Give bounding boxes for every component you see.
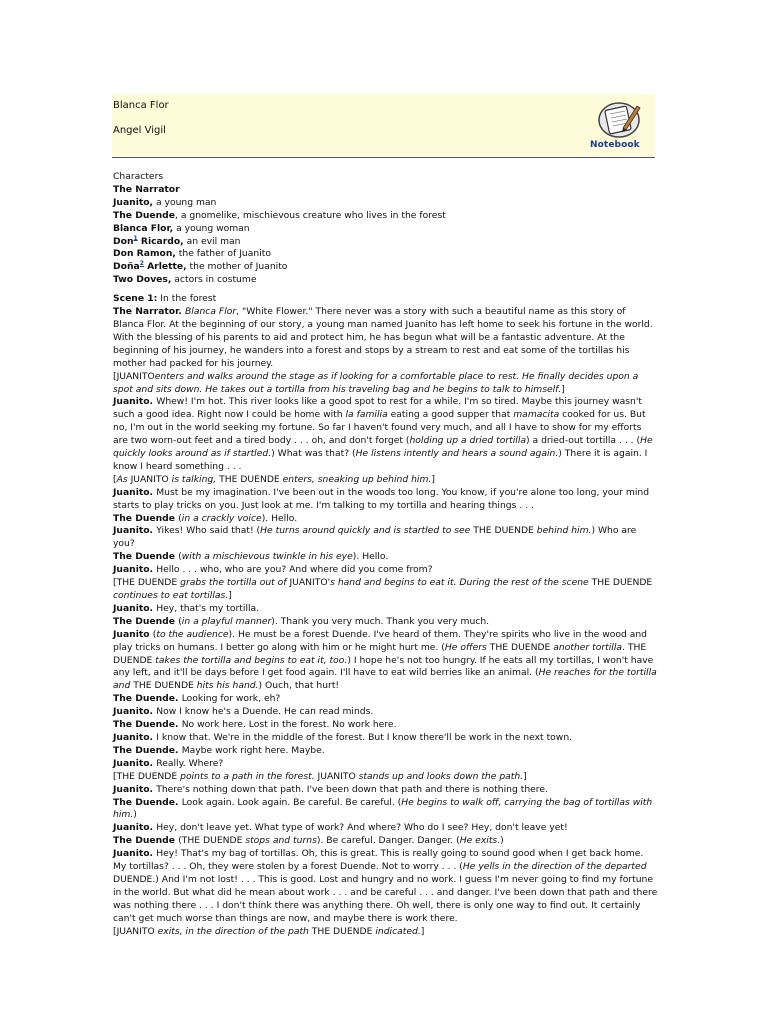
character-list	[113, 184, 659, 287]
script-paragraph	[113, 306, 659, 371]
speaker-name: Juanito.	[113, 486, 157, 498]
dialogue-text: [JUANITO	[113, 925, 158, 937]
dialogue-text: THE DUENDE	[588, 577, 653, 589]
footnote-link[interactable]: 1	[133, 234, 138, 242]
stage-direction: He reaches for the tortilla and	[113, 667, 657, 692]
script-paragraph	[113, 513, 659, 526]
dialogue-text: ) What was that? (	[271, 448, 356, 460]
stage-direction: another tortilla	[553, 641, 623, 653]
script-paragraph	[113, 487, 659, 513]
scene-place: In the forest	[157, 293, 217, 305]
speaker-name: The Duende	[113, 551, 179, 563]
dialogue-text: ). Hello.	[261, 512, 298, 524]
characters-heading: Characters	[113, 171, 164, 182]
dialogue-text: ) Ouch, that hurt!	[258, 680, 340, 692]
speaker-name: Juanito.	[113, 731, 157, 743]
dialogue-text: ]	[431, 473, 435, 485]
character-entry	[113, 274, 659, 287]
notebook-icon[interactable]	[595, 98, 643, 140]
dialogue-text: ). Thank you very much. Thank you very much.	[271, 615, 490, 627]
stage-direction: He offers	[444, 641, 487, 653]
script-paragraph	[113, 474, 659, 487]
stage-direction: with a mischievous twinkle in his eye	[181, 551, 353, 563]
character-entry	[113, 261, 659, 274]
dialogue-text: Hello . . . who, who are you? And where did you come from?	[156, 564, 433, 576]
dialogue-text: Hey, that's my tortilla.	[156, 602, 260, 614]
speaker-name: The Duende.	[113, 796, 182, 808]
script-paragraph	[113, 719, 659, 732]
character-description: a young man	[153, 196, 217, 208]
dialogue-text: Yikes! Who said that! (	[156, 525, 261, 537]
dialogue-text: ]	[561, 383, 565, 395]
speaker-name: Juanito	[113, 628, 153, 640]
stage-direction: grabs the tortilla out of	[180, 577, 287, 589]
character-entry	[113, 223, 659, 236]
speaker-name: The Duende.	[113, 693, 182, 705]
speaker-name: Juanito.	[113, 525, 157, 537]
character-name: Juanito,	[113, 196, 154, 208]
dialogue-text: JUANITO	[314, 770, 359, 782]
speaker-name: The Duende	[113, 615, 179, 627]
character-entry	[113, 248, 659, 261]
script-paragraph	[113, 835, 659, 848]
script-paragraph	[113, 758, 659, 771]
character-entry	[113, 197, 659, 210]
dialogue-text: eating a good supper that	[387, 409, 514, 421]
stage-direction: He listens intently and hears a sound again.	[355, 448, 559, 460]
dialogue-text: Must be my imagination. I've been out in the woods too long. You know, if you're alone too long, your mind starts to play tricks on you. Just look at me. I'm talking to my tortilla and hearing things . . .	[113, 486, 650, 511]
stage-direction: to the audience	[156, 628, 229, 640]
dialogue-text: , "White Flower." There never was a story with such a beautiful name as this story of Blanca Flor. At the beginning of our story, a young man named Juanito has left home to seek his fortune in the world. With the blessing of his parents to aid and protect him, he has begun what will be a fantastic adventure. At the beginning of his journey, he wanders into a forest and stops by a stream to rest and eat some of the tortillas his mother had packed for his journey.	[113, 306, 653, 369]
dialogue-text: ). Hello.	[352, 551, 389, 563]
script-paragraph	[113, 371, 659, 397]
character-name: Two Doves,	[113, 274, 172, 286]
stage-direction: exits, in the direction of the path	[157, 925, 309, 937]
speaker-name: The Duende.	[113, 744, 182, 756]
speaker-name: Juanito.	[113, 822, 157, 834]
dialogue-text: THE DUENDE	[308, 925, 376, 937]
scene-heading	[113, 293, 659, 306]
character-name: The Duende	[113, 209, 175, 221]
dialogue-text: THE DUENDE	[486, 641, 554, 653]
dialogue-text: Look again. Look again. Be careful. Be careful. (	[181, 796, 402, 808]
character-description: the mother of Juanito	[186, 261, 288, 273]
character-name: The Narrator	[113, 183, 180, 195]
script-paragraph	[113, 629, 659, 694]
dialogue-text: Now I know he's a Duende. He can read minds.	[156, 706, 374, 718]
dialogue-text: ) Who are you?	[113, 525, 637, 550]
dialogue-text: THE DUENDE	[130, 680, 197, 692]
stage-direction: behind him.	[536, 525, 592, 537]
stage-direction: mamacita	[513, 409, 560, 421]
dialogue-text: ]	[228, 590, 232, 601]
dialogue-text: ) There it is again. I know I heard something . . .	[113, 448, 648, 472]
speaker-name: The Duende.	[113, 719, 182, 731]
stage-direction: points to a path in the forest.	[180, 770, 315, 782]
stage-direction: in a playful manner	[181, 615, 272, 627]
stage-direction: He begins to walk off, carrying the bag of tortillas with him.	[113, 796, 653, 821]
dialogue-text: [JUANITO	[113, 370, 155, 382]
dialogue-text: (	[178, 615, 182, 627]
script-paragraph	[113, 616, 659, 629]
script-paragraph	[113, 745, 659, 758]
dialogue-text: THE DUENDE	[470, 525, 537, 537]
dialogue-text: Hey! That's my bag of tortillas. Oh, this is great. This is really going to sound good when I get back home. My tortillas? . . . Oh, they were stolen by a forest Duende. Not to worry . . . (	[113, 848, 644, 873]
dialogue-text: JUANITO	[286, 577, 328, 589]
dialogue-text: ). He must be a forest Duende. I've heard of them. They're spirits who live in the wood and play tricks on humans. I better go along with him or he might hurt me. (	[113, 628, 648, 653]
stage-direction: He quickly looks around as if startled.	[113, 435, 653, 460]
document-author: Angel Vigil	[113, 125, 166, 136]
speaker-name: Juanito.	[113, 706, 157, 718]
script-body	[113, 306, 659, 938]
document-title: Blanca Flor	[113, 100, 169, 111]
dialogue-text: [THE DUENDE	[113, 577, 181, 589]
script-paragraph	[113, 693, 659, 706]
dialogue-text: (	[152, 628, 157, 640]
script-paragraph	[113, 771, 659, 784]
stage-direction: takes the tortilla and begins to eat it, too.	[155, 654, 348, 666]
script-paragraph	[113, 848, 659, 925]
character-entry	[113, 210, 659, 223]
speaker-name: Juanito.	[113, 396, 157, 408]
character-entry	[113, 236, 659, 249]
stage-direction: Blanca Flor	[185, 306, 237, 318]
script-paragraph	[113, 706, 659, 719]
script-paragraph	[113, 551, 659, 564]
character-name: Don$^1$ Ricardo,	[113, 234, 184, 247]
character-description: a young woman	[173, 222, 250, 234]
speaker-name: Juanito.	[113, 757, 157, 769]
stage-direction: He turns around quickly and is startled to see	[260, 525, 471, 537]
dialogue-text: There's nothing down that path. I've been down that path and there is nothing there.	[156, 783, 548, 795]
stage-direction: is talking,	[171, 473, 217, 485]
dialogue-text: Looking for work, eh?	[181, 693, 281, 705]
dialogue-text: ]	[420, 925, 425, 937]
script-paragraph	[113, 577, 659, 603]
play-script	[113, 171, 659, 938]
dialogue-text: THE DUENDE	[216, 473, 283, 485]
dialogue-text: ). Be careful. Danger. Danger. (	[316, 835, 460, 847]
dialogue-text: cooked for us. But no, I'm out in the world seeking my fortune. So far I haven't found very much, and all I have to show for my efforts are two worn-out feet and a tired body . . . oh, and don't forget (	[113, 409, 646, 447]
document-header	[112, 94, 655, 156]
character-description: an evil man	[183, 235, 241, 247]
dialogue-text: JUANITO	[127, 473, 172, 485]
stage-direction: He exits.	[459, 835, 501, 847]
dialogue-text: ]	[523, 770, 527, 782]
script-paragraph	[113, 564, 659, 577]
character-description: actors in costume	[171, 274, 257, 286]
speaker-name: Juanito.	[113, 564, 157, 576]
speaker-name: The Duende	[113, 835, 179, 847]
speaker-name: Juanito.	[113, 848, 157, 860]
header-divider	[112, 157, 655, 158]
speaker-name: The Narrator.	[113, 306, 185, 318]
scene-label: Scene 1:	[113, 293, 158, 305]
stage-direction: in a crackly voice	[181, 512, 262, 524]
dialogue-text: Maybe work right here. Maybe.	[181, 744, 325, 756]
script-paragraph	[113, 603, 659, 616]
dialogue-text: (	[178, 551, 182, 563]
stage-direction: indicated.	[375, 925, 421, 937]
stage-direction: continues to eat tortillas.	[113, 590, 229, 601]
character-entry	[113, 184, 659, 197]
dialogue-text: [THE DUENDE	[113, 770, 181, 782]
speaker-name: Juanito.	[113, 783, 157, 795]
speaker-name: The Duende	[113, 512, 179, 524]
stage-direction: hits his hand.	[196, 680, 259, 692]
script-paragraph	[113, 525, 659, 551]
stage-direction: la familia	[345, 409, 388, 421]
dialogue-text: Hey, don't leave yet. What type of work? And where? Who do I see? Hey, don't leave yet!	[156, 822, 568, 834]
dialogue-text: . THE DUENDE	[113, 641, 647, 666]
stage-direction: holding up a dried tortilla	[409, 435, 527, 447]
script-paragraph	[113, 926, 659, 939]
character-name: Blanca Flor,	[113, 222, 174, 234]
script-paragraph	[113, 784, 659, 797]
stage-direction: enters and walks around the stage as if looking for a comfortable place to rest. He finally decides upon a spot and sits down. He takes out a tortilla from his traveling bag and he begins to talk to himself.	[113, 370, 639, 395]
dialogue-text: I know that. We're in the middle of the forest. But I know there'll be work in the next town.	[156, 731, 573, 743]
stage-direction: As	[116, 473, 128, 485]
footnote-link[interactable]: 2	[139, 260, 144, 268]
character-name: Doña$^2$ Arlette,	[113, 260, 187, 273]
dialogue-text: ) I hope he's not too hungry. If he eats all my tortillas, I won't have any left, and it'll be days before I get food again. I'll have to eat wild berries like an animal. (	[113, 654, 654, 679]
dialogue-text: (	[178, 512, 182, 524]
script-paragraph	[113, 822, 659, 835]
dialogue-text: Really. Where?	[156, 757, 224, 769]
dialogue-text: ) a dried-out tortilla . . . (	[526, 435, 641, 447]
script-paragraph	[113, 396, 659, 473]
dialogue-text: )	[133, 809, 137, 821]
stage-direction: stands up and looks down the path.	[358, 770, 524, 782]
dialogue-text: Whew! I'm hot. This river looks like a good spot to rest for a while. I'm so tired. Maybe this journey wasn't such a good idea. Right now I could be home with	[113, 396, 642, 421]
character-name: Don Ramon,	[113, 248, 176, 260]
stage-direction: stops and turns	[245, 835, 317, 847]
script-paragraph	[113, 797, 659, 823]
dialogue-text: )	[500, 835, 504, 847]
stage-direction: He yells in the direction of the departed	[462, 861, 647, 873]
character-description: , a gnomelike, mischievous creature who lives in the forest	[174, 209, 446, 221]
dialogue-text: (THE DUENDE	[178, 835, 246, 847]
speaker-name: Juanito.	[113, 602, 157, 614]
dialogue-text: [	[113, 473, 117, 485]
dialogue-text: No work here. Lost in the forest. No work here.	[181, 719, 397, 731]
dialogue-text: DUENDE.) And I'm not lost! . . . This is good. Lost and hungry and no work. I guess I'm never going to find my fortune in the world. But what did he mean about work . . . and be careful . . . and danger. I've been down that path and there was nothing there . . . I don't think there was anything there. Oh well, there is only one way to find out. It certainly can't get much worse than things are now, and maybe there is work there.	[113, 873, 658, 924]
character-description: the father of Juanito	[175, 248, 271, 260]
notebook-label[interactable]: Notebook	[590, 140, 640, 150]
script-paragraph	[113, 732, 659, 745]
stage-direction: enters, sneaking up behind him.	[282, 473, 432, 485]
stage-direction: 's hand and begins to eat it. During the rest of the scene	[327, 577, 589, 589]
